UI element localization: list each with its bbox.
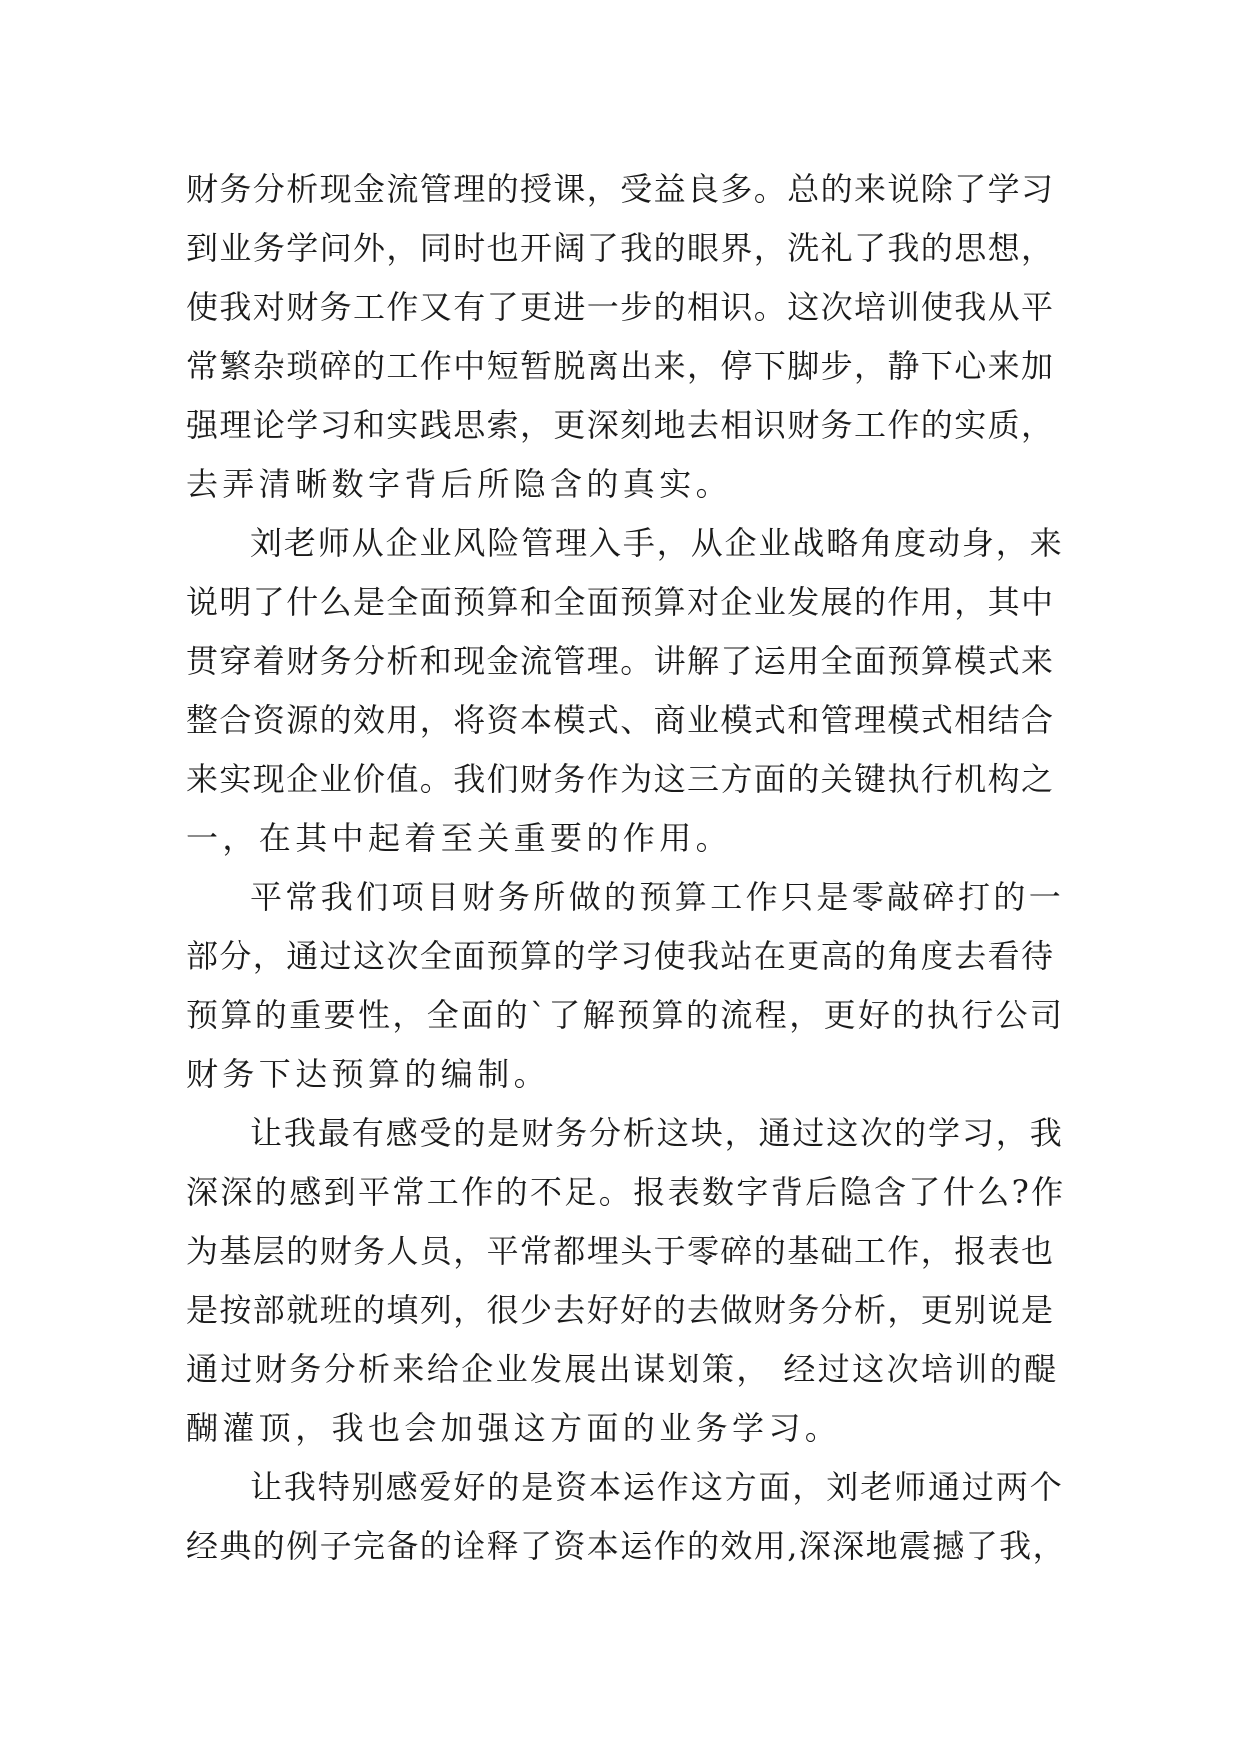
text-line: 贯穿着财务分析和现金流管理。讲解了运用全面预算模式来 [186, 642, 1055, 680]
text-line: 是按部就班的填列，很少去好好的去做财务分析，更别说是 [186, 1291, 1055, 1329]
text-line: 整合资源的效用，将资本模式、商业模式和管理模式相结合 [186, 701, 1055, 739]
text-line: 预算的重要性，全面的`了解预算的流程，更好的执行公司 [186, 996, 1065, 1034]
text-line: 通过财务分析来给企业发展出谋划策， 经过这次培训的醍 [186, 1350, 1059, 1388]
text-line: 来实现企业价值。我们财务作为这三方面的关键执行机构之 [186, 760, 1055, 798]
text-line: 财务分析现金流管理的授课，受益良多。总的来说除了学习 [186, 170, 1055, 208]
text-line: 去弄清晰数字背后所隐含的真实。 [186, 465, 733, 503]
text-line: 说明了什么是全面预算和全面预算对企业发展的作用，其中 [186, 583, 1055, 621]
text-line: 强理论学习和实践思索，更深刻地去相识财务工作的实质， [186, 406, 1055, 444]
text-line: 为基层的财务人员，平常都埋头于零碎的基础工作，报表也 [186, 1232, 1055, 1270]
text-line: 醐灌顶，我也会加强这方面的业务学习。 [186, 1409, 842, 1447]
paragraph-start-line: 让我最有感受的是财务分析这块，通过这次的学习，我 [250, 1114, 1064, 1152]
text-line: 财务下达预算的编制。 [186, 1055, 551, 1093]
text-line: 一，在其中起着至关重要的作用。 [186, 819, 733, 857]
paragraph-start-line: 平常我们项目财务所做的预算工作只是零敲碎打的一 [250, 878, 1065, 916]
text-line: 使我对财务工作又有了更进一步的相识。这次培训使我从平 [186, 288, 1055, 326]
text-line: 经典的例子完备的诠释了资本运作的效用,深深地震撼了我， [186, 1527, 1066, 1565]
text-line: 部分，通过这次全面预算的学习使我站在更高的角度去看待 [186, 937, 1055, 975]
paragraph-start-line: 让我特别感爱好的是资本运作这方面，刘老师通过两个 [250, 1468, 1064, 1506]
body-text [186, 160, 1066, 1576]
text-line: 常繁杂琐碎的工作中短暂脱离出来，停下脚步，静下心来加 [186, 347, 1055, 385]
text-line: 深深的感到平常工作的不足。报表数字背后隐含了什么?作 [186, 1173, 1066, 1211]
paragraph-start-line: 刘老师从企业风险管理入手，从企业战略角度动身，来 [250, 524, 1064, 562]
text-line: 到业务学问外，同时也开阔了我的眼界，洗礼了我的思想， [186, 229, 1055, 267]
